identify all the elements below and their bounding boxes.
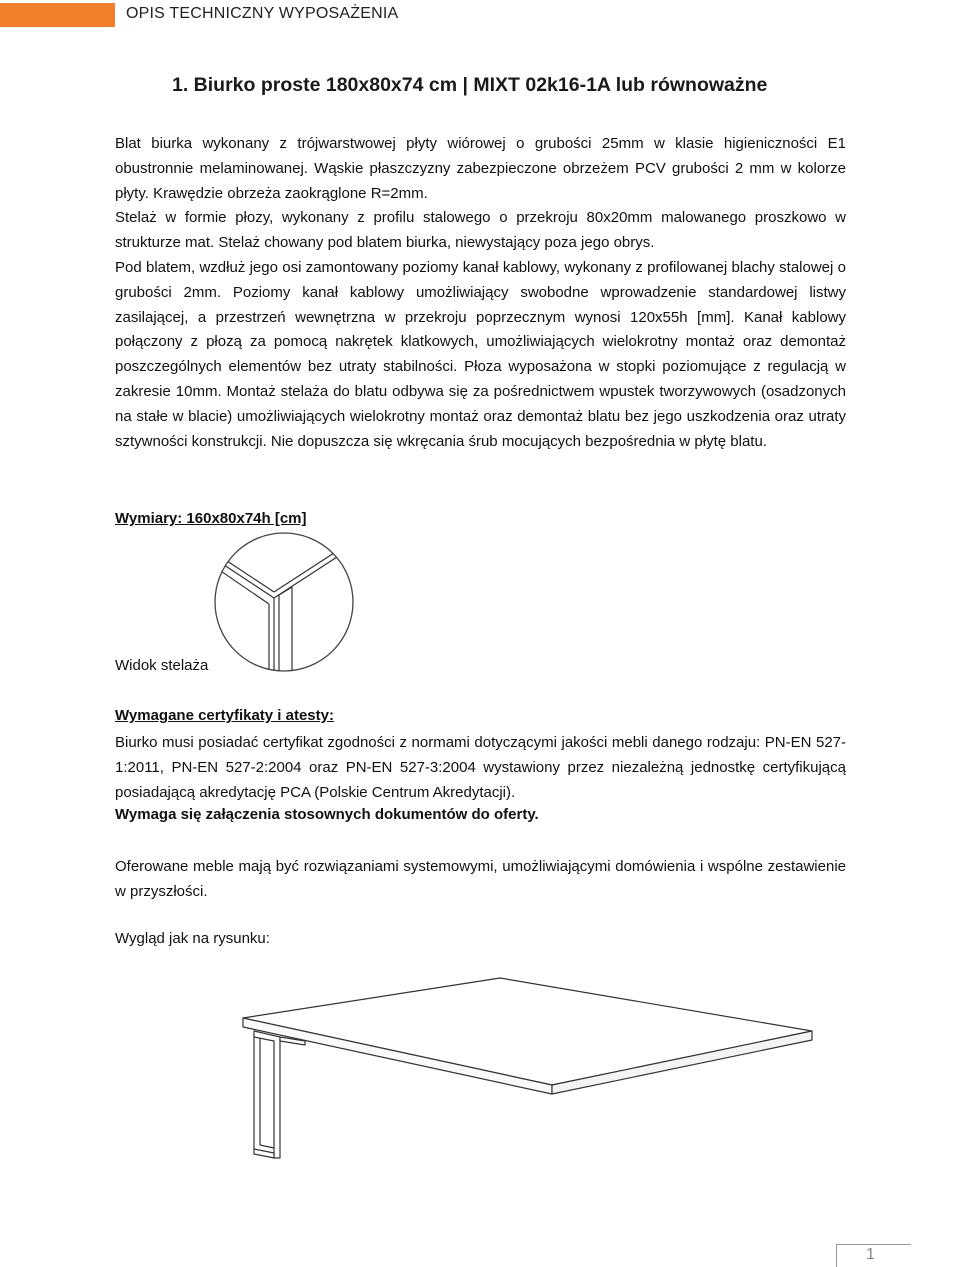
description-cable-channel: Pod blatem, wzdłuż jego osi zamontowany poziomy kanał kablowy, wykonany z profilowanej blachy stalowej o grubości 2mm. Poziomy kanał kablowy umożliwiający swobodne wprowadzenie standardowej listwy zasilającej, a przestrzeń wewnętrzna w przekroju poprzecznym wynosi 120x55h [mm]. Kanał kablowy połączony z płozą za pomocą nakrętek klatkowych, umożliwiających wielokrotny montaż oraz demontaż poszczególnych elementów bez utraty stabilności. Płoza wyposażona w stopki poziomujące z regulacją w zakresie 10mm. Montaż stelaża do blatu odbywa się za pośrednictwem wpustek tworzywowych (osadzonych na stałe w blacie) umożliwiających wielokrotny montaż oraz demontaż blatu bez jego uszkodzenia oraz utraty sztywności konstrukcji. Nie dopuszcza się wkręcania śrub mocujących bezpośrednia w płytę blatu. xyxy=(115,258,846,450)
system-note: Oferowane meble mają być rozwiązaniami systemowymi, umożliwiającymi domówienia i wspólne zestawienie w przyszłości. xyxy=(115,858,846,900)
desk-illustration xyxy=(240,975,820,1165)
description-top: Blat biurka wykonany z trójwarstwowej płyty wiórowej o grubości 25mm w klasie higieniczności E1 obustronnie melaminowanej. Wąskie płaszczyzny zabezpieczone obrzeżem PCV grubości 2 mm w kolorze płyty. Krawędzie obrzeża zaokrąglone R=2mm. xyxy=(115,135,846,202)
frame-view-caption: Widok stelaża xyxy=(115,657,209,674)
dimensions-label: Wymiary: 160x80x74h [cm] xyxy=(115,510,307,527)
item-title: 1. Biurko proste 180x80x74 cm | MIXT 02k16-1A lub równoważne xyxy=(172,74,768,96)
frame-detail-illustration xyxy=(212,530,357,675)
appearance-caption: Wygląd jak na rysunku: xyxy=(115,930,270,947)
certificates-text: Biurko musi posiadać certyfikat zgodności z normami dotyczącymi jakości mebli danego rodzaju: PN-EN 527-1:2011, PN-EN 527-2:2004 oraz PN-EN 527-3:2004 wystawiony przez niezależną jednostkę certyfikującą posiadającą akredytację PCA (Polskie Centrum Akredytacji). xyxy=(115,734,846,801)
description-frame: Stelaż w formie płozy, wykonany z profilu stalowego o przekroju 80x20mm malowanego proszkowo w strukturze mat. Stelaż chowany pod blatem biurka, niewystający poza jego obrys. xyxy=(115,209,846,252)
header-accent-bar xyxy=(0,3,115,27)
certificates-heading: Wymagane certyfikaty i atesty: xyxy=(115,707,334,724)
attachment-note: Wymaga się załączenia stosownych dokumentów do oferty. xyxy=(115,806,539,823)
document-header: OPIS TECHNICZNY WYPOSAŻENIA xyxy=(126,5,399,22)
description-block xyxy=(115,132,846,454)
page-number: 1 xyxy=(866,1246,875,1263)
